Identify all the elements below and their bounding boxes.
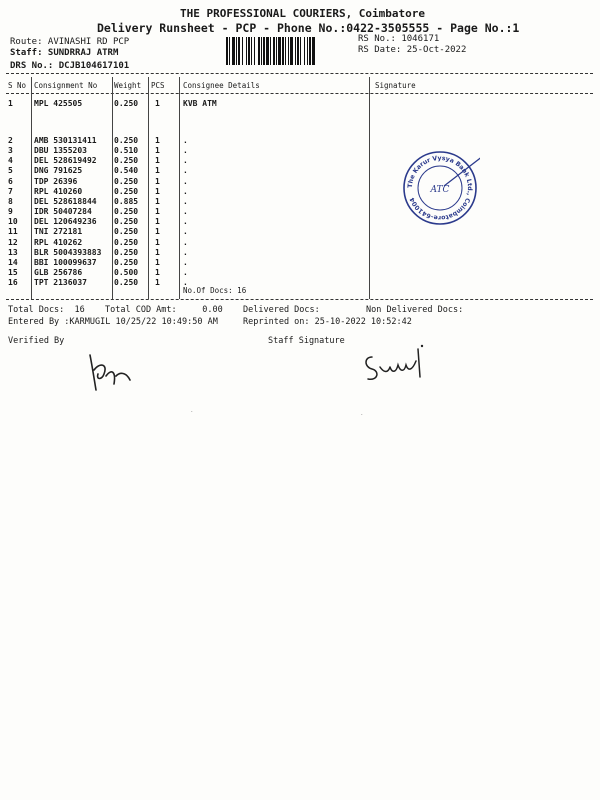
row-consignment: RPL 410262 [34,237,83,247]
row-weight: 0.250 [114,217,139,227]
row-sno: 12 [8,237,18,247]
delivered-docs: Delivered Docs: [243,305,320,315]
row-consignee: . [183,196,188,206]
row-pcs: 1 [155,146,160,156]
verifier-signature [82,350,142,395]
runsheet-title: Delivery Runsheet - PCP - Phone No.:0422-3505555 - Page No.:1 [97,21,520,35]
row-weight: 0.500 [114,267,139,277]
row-consignment: DEL 528618844 [34,196,97,206]
col-header-consignment: Consignment No [34,81,98,90]
row-consignment: TNI 272181 [34,227,83,237]
row-consignment: RPL 410260 [34,186,83,196]
row-weight: 0.250 [114,278,139,288]
row-sno: 16 [8,278,18,288]
row-consignment: AMB 530131411 [34,136,97,145]
total-cod: Total COD Amt: 0.00 [105,305,223,315]
total-docs: Total Docs: 16 [8,305,85,315]
col-line [148,77,149,299]
row-consignment: DBU 1355203 [34,146,87,156]
row-sno: 3 [8,146,13,156]
row-consignment: IDR 50407284 [34,207,92,217]
row-pcs: 1 [155,217,160,227]
company-title: THE PROFESSIONAL COURIERS, Coimbatore [180,7,426,20]
row-weight: 0.510 [114,146,139,156]
row-consignee: . [183,136,188,145]
divider-bottom [6,299,593,300]
row-weight: 0.250 [114,247,139,257]
no-of-docs: No.Of Docs: 16 [183,286,247,295]
row-sno: 2 [8,136,13,145]
bank-stamp [400,148,480,228]
row-sno: 4 [8,156,13,166]
row1-consignment: MPL 425505 [34,99,83,108]
row-consignment: TDP 26396 [34,176,78,186]
staff-label: Staff: SUNDRRAJ ATRM [10,48,119,58]
row-weight: 0.250 [114,227,139,237]
row-sno: 9 [8,207,13,217]
col-header-sno: S No [8,81,27,90]
col-line [31,77,32,299]
col-header-signature: Signature [375,81,416,90]
row-consignee: . [183,166,188,176]
row-consignment: BBI 100099637 [34,257,97,267]
row-weight: 0.250 [114,136,139,145]
stamp-text: The Karur Vysya Bank Ltd., Coimbatore-641004 [406,154,474,222]
row1-weight: 0.250 [114,99,139,108]
row-weight: 0.250 [114,257,139,267]
row-consignee: . [183,186,188,196]
row-sno: 7 [8,186,13,196]
row-consignment: DNG 791625 [34,166,83,176]
staff-signature [360,343,440,388]
row1-pcs: 1 [155,99,160,108]
row-consignment: DEL 120649236 [34,217,97,227]
row-consignee: . [183,237,188,247]
row-consignment: GLB 256786 [34,267,83,277]
col-header-pcs: PCS [151,81,165,90]
col-line [369,77,370,299]
row-pcs: 1 [155,207,160,217]
row-consignee: . [183,278,188,288]
row-weight: 0.540 [114,166,139,176]
col-line [179,77,180,299]
stamp-center: ATC [430,185,450,195]
row-consignee: . [183,207,188,217]
row-pcs: 1 [155,267,160,277]
row-sno: 15 [8,267,18,277]
row-pcs: 1 [155,176,160,186]
row-consignee: . [183,247,188,257]
speck: . [360,410,364,417]
divider-top [6,73,593,74]
row-sno: 10 [8,217,18,227]
row-pcs: 1 [155,237,160,247]
entered-by: Entered By :KARMUGIL 10/25/22 10:49:50 AM [8,317,218,327]
row-sno: 13 [8,247,18,257]
row-consignee: . [183,227,188,237]
row-pcs: 1 [155,186,160,196]
row-weight: 0.250 [114,156,139,166]
row-weight: 0.250 [114,186,139,196]
row-weight: 0.885 [114,196,139,206]
row-pcs: 1 [155,136,160,145]
row-consignment: DEL 528619492 [34,156,97,166]
row-pcs: 1 [155,257,160,267]
row1-sno: 1 [8,99,13,108]
rs-number: RS No.: 1046171 [358,34,440,44]
row-consignee: . [183,146,188,156]
row-pcs: 1 [155,227,160,237]
reprinted-on: Reprinted on: 25-10-2022 10:52:42 [243,317,412,327]
non-delivered-docs: Non Delivered Docs: [366,305,464,315]
row-consignee: . [183,156,188,166]
col-header-weight: Weight [114,81,142,90]
row-sno: 11 [8,227,18,237]
row-sno: 8 [8,196,13,206]
row-weight: 0.250 [114,176,139,186]
row-weight: 0.250 [114,207,139,217]
row-consignee: . [183,176,188,186]
divider-header [6,93,593,94]
row-pcs: 1 [155,196,160,206]
row-pcs: 1 [155,247,160,257]
col-line [112,77,113,299]
row-consignment: BLR 5004393883 [34,247,102,257]
col-header-consignee: Consignee Details [183,81,260,90]
row-sno: 14 [8,257,18,267]
rs-date: RS Date: 25-Oct-2022 [358,45,467,55]
row-pcs: 1 [155,156,160,166]
drs-label: DRS No.: DCJB104617101 [10,61,130,71]
row-sno: 5 [8,166,13,176]
row-weight: 0.250 [114,237,139,247]
row-consignment: TPT 2136037 [34,278,87,288]
row-pcs: 1 [155,278,160,288]
staff-signature-label: Staff Signature [268,336,345,346]
route-label: Route: AVINASHI RD PCP [10,37,130,47]
row1-consignee: KVB ATM [183,99,217,108]
row-pcs: 1 [155,166,160,176]
speck: . [190,407,194,414]
row-sno: 6 [8,176,13,186]
barcode [226,37,354,65]
verified-by-label: Verified By [8,336,65,346]
row-consignee: . [183,257,188,267]
row-consignee: . [183,267,188,277]
row-consignee: . [183,217,188,227]
